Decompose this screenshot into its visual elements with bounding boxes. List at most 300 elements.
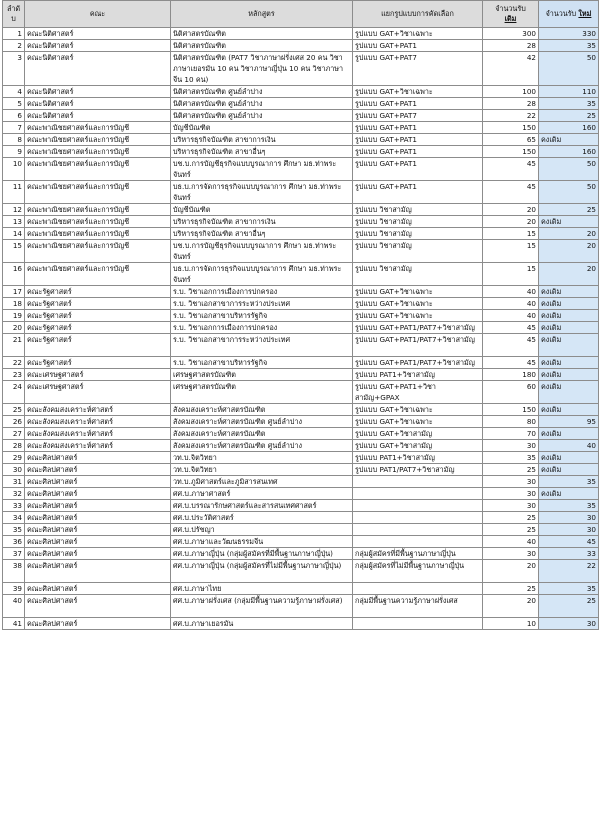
row-old-quota: 40 — [483, 286, 539, 298]
row-index: 23 — [3, 369, 25, 381]
row-index: 4 — [3, 86, 25, 98]
row-new-quota: คงเดิม — [539, 404, 599, 416]
row-program: ร.บ. วิชาเอกสาขาการระหว่างประเทศ — [171, 334, 353, 357]
row-new-quota: 35 — [539, 98, 599, 110]
row-faculty: คณะนิติศาสตร์ — [25, 52, 171, 86]
row-selection: รูปแบบ GAT+PAT1 — [353, 98, 483, 110]
table-row — [3, 404, 599, 416]
row-faculty: คณะศิลปศาสตร์ — [25, 536, 171, 548]
row-selection: รูปแบบ วิชาสามัญ — [353, 263, 483, 286]
row-index: 3 — [3, 52, 25, 86]
table-row — [3, 28, 599, 40]
row-program: ศศ.บ.ประวัติศาสตร์ — [171, 512, 353, 524]
row-new-quota: 20 — [539, 240, 599, 263]
row-old-quota: 80 — [483, 416, 539, 428]
row-old-quota: 25 — [483, 464, 539, 476]
row-old-quota: 100 — [483, 86, 539, 98]
table-body — [3, 28, 599, 630]
row-new-quota: คงเดิม — [539, 298, 599, 310]
row-selection — [353, 536, 483, 548]
row-index: 5 — [3, 98, 25, 110]
row-program: นิติศาสตรบัณฑิต ศูนย์ลำปาง — [171, 110, 353, 122]
table-row — [3, 158, 599, 181]
row-index: 10 — [3, 158, 25, 181]
row-faculty: คณะศิลปศาสตร์ — [25, 452, 171, 464]
row-index: 19 — [3, 310, 25, 322]
row-old-quota: 150 — [483, 146, 539, 158]
row-program: บธ.บ.การจัดการธุรกิจแบบบูรณาการ ศึกษา มธ.ท่าพระจันทร์ — [171, 263, 353, 286]
row-faculty: คณะศิลปศาสตร์ — [25, 595, 171, 618]
row-program: สังคมสงเคราะห์ศาสตรบัณฑิต ศูนย์ลำปาง — [171, 440, 353, 452]
row-old-quota: 60 — [483, 381, 539, 404]
row-old-quota: 10 — [483, 618, 539, 630]
table-row — [3, 110, 599, 122]
table-row — [3, 263, 599, 286]
row-faculty: คณะศิลปศาสตร์ — [25, 500, 171, 512]
row-new-quota: 50 — [539, 158, 599, 181]
row-new-quota: 22 — [539, 560, 599, 583]
row-old-quota: 40 — [483, 310, 539, 322]
row-selection: รูปแบบ GAT+วิชาเฉพาะ — [353, 310, 483, 322]
row-faculty: คณะศิลปศาสตร์ — [25, 464, 171, 476]
row-new-quota: คงเดิม — [539, 357, 599, 369]
row-selection: รูปแบบ PAT1+วิชาสามัญ — [353, 452, 483, 464]
row-new-quota: 50 — [539, 181, 599, 204]
row-index: 31 — [3, 476, 25, 488]
row-new-quota: 35 — [539, 40, 599, 52]
row-faculty: คณะเศรษฐศาสตร์ — [25, 369, 171, 381]
row-old-quota: 30 — [483, 548, 539, 560]
row-new-quota: 25 — [539, 204, 599, 216]
row-faculty: คณะพาณิชยศาสตร์และการบัญชี — [25, 181, 171, 204]
row-faculty: คณะพาณิชยศาสตร์และการบัญชี — [25, 263, 171, 286]
row-old-quota: 65 — [483, 134, 539, 146]
row-old-quota: 70 — [483, 428, 539, 440]
row-program: บริหารธุรกิจบัณฑิต สาขาการเงิน — [171, 134, 353, 146]
row-new-quota: คงเดิม — [539, 134, 599, 146]
row-new-quota: คงเดิม — [539, 369, 599, 381]
row-faculty: คณะสังคมสงเคราะห์ศาสตร์ — [25, 416, 171, 428]
row-selection: รูปแบบ GAT+วิชาเฉพาะ — [353, 28, 483, 40]
row-new-quota: คงเดิม — [539, 334, 599, 357]
header-new-quota — [539, 1, 599, 28]
row-index: 16 — [3, 263, 25, 286]
row-selection — [353, 524, 483, 536]
table-row — [3, 310, 599, 322]
row-faculty: คณะรัฐศาสตร์ — [25, 298, 171, 310]
table-row — [3, 134, 599, 146]
row-selection: รูปแบบ GAT+PAT1/PAT7+วิชาสามัญ — [353, 322, 483, 334]
row-new-quota: คงเดิม — [539, 310, 599, 322]
row-selection: กลุ่มผู้สมัครที่มีพื้นฐานภาษาญี่ปุ่น — [353, 548, 483, 560]
row-program: นิติศาสตรบัณฑิต — [171, 40, 353, 52]
row-new-quota: 30 — [539, 512, 599, 524]
row-program: ร.บ. วิชาเอกสาขาบริหารรัฐกิจ — [171, 310, 353, 322]
row-program: บริหารธุรกิจบัณฑิต สาขาอื่นๆ — [171, 228, 353, 240]
row-old-quota: 30 — [483, 476, 539, 488]
row-new-quota: 40 — [539, 440, 599, 452]
row-new-quota: คงเดิม — [539, 488, 599, 500]
row-selection: รูปแบบ GAT+PAT7 — [353, 110, 483, 122]
row-selection: รูปแบบ GAT+วิชาเฉพาะ — [353, 286, 483, 298]
row-program: ร.บ. วิชาเอกการเมืองการปกครอง — [171, 286, 353, 298]
table-row — [3, 240, 599, 263]
row-selection: รูปแบบ วิชาสามัญ — [353, 228, 483, 240]
row-index: 26 — [3, 416, 25, 428]
row-selection: กลุ่มผู้สมัครที่ไม่มีพื้นฐานภาษาญี่ปุ่น — [353, 560, 483, 583]
row-old-quota: 45 — [483, 181, 539, 204]
row-index: 41 — [3, 618, 25, 630]
row-program: วท.บ.จิตวิทยา — [171, 452, 353, 464]
table-row — [3, 98, 599, 110]
table-row — [3, 322, 599, 334]
row-index: 15 — [3, 240, 25, 263]
header-program: หลักสูตร — [171, 1, 353, 28]
row-new-quota: 35 — [539, 583, 599, 595]
row-faculty: คณะเศรษฐศาสตร์ — [25, 381, 171, 404]
row-program: วท.บ.ภูมิศาสตร์และภูมิสารสนเทศ — [171, 476, 353, 488]
row-faculty: คณะพาณิชยศาสตร์และการบัญชี — [25, 204, 171, 216]
row-index: 29 — [3, 452, 25, 464]
table-row — [3, 298, 599, 310]
row-selection: รูปแบบ GAT+PAT1 — [353, 134, 483, 146]
row-faculty: คณะพาณิชยศาสตร์และการบัญชี — [25, 146, 171, 158]
row-faculty: คณะศิลปศาสตร์ — [25, 583, 171, 595]
row-faculty: คณะรัฐศาสตร์ — [25, 310, 171, 322]
row-new-quota: 20 — [539, 263, 599, 286]
row-faculty: คณะพาณิชยศาสตร์และการบัญชี — [25, 122, 171, 134]
row-program: วท.บ.จิตวิทยา — [171, 464, 353, 476]
row-index: 13 — [3, 216, 25, 228]
table-row — [3, 146, 599, 158]
row-new-quota: 160 — [539, 146, 599, 158]
row-index: 12 — [3, 204, 25, 216]
row-selection: รูปแบบ GAT+PAT7 — [353, 52, 483, 86]
row-program: ร.บ. วิชาเอกการเมืองการปกครอง — [171, 322, 353, 334]
row-program: สังคมสงเคราะห์ศาสตรบัณฑิต ศูนย์ลำปาง — [171, 416, 353, 428]
row-program: บธ.บ.การจัดการธุรกิจแบบบูรณาการ ศึกษา มธ.ท่าพระจันทร์ — [171, 181, 353, 204]
row-new-quota: 25 — [539, 110, 599, 122]
row-index: 9 — [3, 146, 25, 158]
row-new-quota: 35 — [539, 500, 599, 512]
row-index: 30 — [3, 464, 25, 476]
row-old-quota: 300 — [483, 28, 539, 40]
header-new-quota-prefix: จำนวนรับ — [545, 9, 579, 18]
row-program: นิติศาสตรบัณฑิต ศูนย์ลำปาง — [171, 98, 353, 110]
row-old-quota: 15 — [483, 263, 539, 286]
row-index: 6 — [3, 110, 25, 122]
row-index: 24 — [3, 381, 25, 404]
row-old-quota: 28 — [483, 40, 539, 52]
row-faculty: คณะศิลปศาสตร์ — [25, 560, 171, 583]
row-faculty: คณะศิลปศาสตร์ — [25, 512, 171, 524]
row-new-quota: คงเดิม — [539, 381, 599, 404]
row-program: สังคมสงเคราะห์ศาสตรบัณฑิต — [171, 428, 353, 440]
row-faculty: คณะศิลปศาสตร์ — [25, 524, 171, 536]
row-program: ร.บ. วิชาเอกสาขาบริหารรัฐกิจ — [171, 357, 353, 369]
table-row — [3, 204, 599, 216]
row-new-quota: 30 — [539, 618, 599, 630]
row-faculty: คณะศิลปศาสตร์ — [25, 548, 171, 560]
row-old-quota: 15 — [483, 228, 539, 240]
row-program: ศศ.บ.ภาษาและวัฒนธรรมจีน — [171, 536, 353, 548]
row-index: 1 — [3, 28, 25, 40]
row-faculty: คณะนิติศาสตร์ — [25, 86, 171, 98]
table-row — [3, 40, 599, 52]
row-faculty: คณะสังคมสงเคราะห์ศาสตร์ — [25, 404, 171, 416]
row-old-quota: 22 — [483, 110, 539, 122]
table-row — [3, 452, 599, 464]
row-old-quota: 30 — [483, 500, 539, 512]
row-selection: รูปแบบ GAT+วิชาเฉพาะ — [353, 416, 483, 428]
row-selection — [353, 512, 483, 524]
row-new-quota: คงเดิม — [539, 286, 599, 298]
row-faculty: คณะศิลปศาสตร์ — [25, 488, 171, 500]
row-index: 11 — [3, 181, 25, 204]
row-old-quota: 25 — [483, 583, 539, 595]
row-old-quota: 15 — [483, 240, 539, 263]
table-row — [3, 334, 599, 357]
row-program: ศศ.บ.ภาษาเยอรมัน — [171, 618, 353, 630]
row-old-quota: 45 — [483, 334, 539, 357]
row-old-quota: 150 — [483, 404, 539, 416]
row-selection: รูปแบบ GAT+PAT1 — [353, 181, 483, 204]
row-selection: รูปแบบ GAT+วิชาเฉพาะ — [353, 298, 483, 310]
table-row — [3, 500, 599, 512]
table-row — [3, 369, 599, 381]
row-faculty: คณะศิลปศาสตร์ — [25, 618, 171, 630]
row-selection — [353, 583, 483, 595]
row-index: 7 — [3, 122, 25, 134]
table-row — [3, 286, 599, 298]
row-faculty: คณะพาณิชยศาสตร์และการบัญชี — [25, 216, 171, 228]
row-index: 32 — [3, 488, 25, 500]
row-index: 35 — [3, 524, 25, 536]
row-program: นิติศาสตรบัณฑิต ศูนย์ลำปาง — [171, 86, 353, 98]
table-row — [3, 548, 599, 560]
row-selection: รูปแบบ GAT+PAT1 — [353, 158, 483, 181]
row-index: 17 — [3, 286, 25, 298]
header-faculty: คณะ — [25, 1, 171, 28]
table-row — [3, 52, 599, 86]
row-old-quota: 180 — [483, 369, 539, 381]
row-old-quota: 20 — [483, 216, 539, 228]
row-old-quota: 42 — [483, 52, 539, 86]
table-row — [3, 122, 599, 134]
row-old-quota: 25 — [483, 524, 539, 536]
row-selection: รูปแบบ GAT+วิชาสามัญ — [353, 440, 483, 452]
row-faculty: คณะศิลปศาสตร์ — [25, 476, 171, 488]
row-selection: กลุ่มมีพื้นฐานความรู้ภาษาฝรั่งเศส — [353, 595, 483, 618]
row-new-quota: คงเดิม — [539, 452, 599, 464]
row-index: 36 — [3, 536, 25, 548]
row-faculty: คณะพาณิชยศาสตร์และการบัญชี — [25, 158, 171, 181]
row-new-quota: 330 — [539, 28, 599, 40]
row-new-quota: 45 — [539, 536, 599, 548]
row-faculty: คณะสังคมสงเคราะห์ศาสตร์ — [25, 440, 171, 452]
row-program: บริหารธุรกิจบัณฑิต สาขาการเงิน — [171, 216, 353, 228]
row-program: บัญชีบัณฑิต — [171, 122, 353, 134]
header-selection: แยกรูปแบบการคัดเลือก — [353, 1, 483, 28]
row-selection: รูปแบบ วิชาสามัญ — [353, 204, 483, 216]
table-row — [3, 583, 599, 595]
row-index: 28 — [3, 440, 25, 452]
table-row — [3, 560, 599, 583]
row-selection — [353, 500, 483, 512]
row-selection: รูปแบบ GAT+วิชาเฉพาะ — [353, 86, 483, 98]
row-faculty: คณะนิติศาสตร์ — [25, 40, 171, 52]
row-new-quota: 160 — [539, 122, 599, 134]
row-old-quota: 20 — [483, 204, 539, 216]
quota-table-container — [2, 0, 598, 630]
table-row — [3, 464, 599, 476]
row-program: ศศ.บ.ปรัชญา — [171, 524, 353, 536]
row-program: ศศ.บ.ภาษาญี่ปุ่น (กลุ่มผู้สมัครที่ไม่มีพื้นฐานภาษาญี่ปุ่น) — [171, 560, 353, 583]
row-selection: รูปแบบ วิชาสามัญ — [353, 216, 483, 228]
row-program: เศรษฐศาสตรบัณฑิต — [171, 369, 353, 381]
row-old-quota: 150 — [483, 122, 539, 134]
row-selection: รูปแบบ วิชาสามัญ — [353, 240, 483, 263]
row-program: ศศ.บ.บรรณารักษศาสตร์และสารสนเทศศาสตร์ — [171, 500, 353, 512]
row-new-quota: 33 — [539, 548, 599, 560]
table-row — [3, 357, 599, 369]
row-old-quota: 25 — [483, 512, 539, 524]
table-row — [3, 181, 599, 204]
row-program: ศศ.บ.ภาษาญี่ปุ่น (กลุ่มผู้สมัครที่มีพื้นฐานภาษาญี่ปุ่น) — [171, 548, 353, 560]
row-index: 27 — [3, 428, 25, 440]
row-old-quota: 28 — [483, 98, 539, 110]
row-old-quota: 45 — [483, 322, 539, 334]
row-faculty: คณะรัฐศาสตร์ — [25, 286, 171, 298]
row-index: 22 — [3, 357, 25, 369]
row-program: ศศ.บ.ภาษาฝรั่งเศส (กลุ่มมีพื้นฐานความรู้ภาษาฝรั่งเศส) — [171, 595, 353, 618]
row-index: 40 — [3, 595, 25, 618]
row-old-quota: 45 — [483, 357, 539, 369]
header-row — [3, 1, 599, 28]
row-program: ศศ.บ.ภาษาไทย — [171, 583, 353, 595]
header-old-quota-line2: เดิม — [504, 14, 517, 23]
table-row — [3, 428, 599, 440]
row-program: บริหารธุรกิจบัณฑิต สาขาอื่นๆ — [171, 146, 353, 158]
table-row — [3, 216, 599, 228]
row-index: 2 — [3, 40, 25, 52]
row-faculty: คณะพาณิชยศาสตร์และการบัญชี — [25, 134, 171, 146]
row-faculty: คณะรัฐศาสตร์ — [25, 334, 171, 357]
row-new-quota: 35 — [539, 476, 599, 488]
table-row — [3, 86, 599, 98]
row-selection: รูปแบบ GAT+วิชาสามัญ — [353, 428, 483, 440]
row-selection: รูปแบบ GAT+PAT1+วิชาสามัญ+GPAX — [353, 381, 483, 404]
row-index: 8 — [3, 134, 25, 146]
header-new-quota-emph: ใหม่ — [578, 9, 592, 18]
row-faculty: คณะนิติศาสตร์ — [25, 28, 171, 40]
row-program: นิติศาสตรบัณฑิต (PAT7 วิชาภาษาฝรั่งเศส 20 คน วิชาภาษาเยอรมัน 10 คน วิชาภาษาญี่ปุ่น 10 คน วิชาภาษาจีน 10 คน) — [171, 52, 353, 86]
table-row — [3, 595, 599, 618]
row-new-quota: 95 — [539, 416, 599, 428]
row-selection: รูปแบบ PAT1+วิชาสามัญ — [353, 369, 483, 381]
row-old-quota: 40 — [483, 298, 539, 310]
row-new-quota: 25 — [539, 595, 599, 618]
row-selection — [353, 476, 483, 488]
row-selection — [353, 488, 483, 500]
row-program: บช.บ.การบัญชีธุรกิจแบบบูรณาการ ศึกษา มธ.ท่าพระจันทร์ — [171, 240, 353, 263]
header-old-quota-line1: จำนวนรับ — [495, 4, 526, 13]
row-program: ร.บ. วิชาเอกสาขาการระหว่างประเทศ — [171, 298, 353, 310]
row-index: 34 — [3, 512, 25, 524]
table-row — [3, 512, 599, 524]
row-old-quota: 40 — [483, 536, 539, 548]
table-row — [3, 476, 599, 488]
row-new-quota: คงเดิม — [539, 322, 599, 334]
row-selection: รูปแบบ GAT+PAT1/PAT7+วิชาสามัญ — [353, 357, 483, 369]
row-index: 33 — [3, 500, 25, 512]
row-index: 20 — [3, 322, 25, 334]
table-row — [3, 381, 599, 404]
table-row — [3, 488, 599, 500]
row-index: 25 — [3, 404, 25, 416]
row-new-quota: คงเดิม — [539, 464, 599, 476]
table-row — [3, 228, 599, 240]
table-row — [3, 524, 599, 536]
row-selection: รูปแบบ GAT+PAT1 — [353, 122, 483, 134]
row-index: 14 — [3, 228, 25, 240]
row-index: 37 — [3, 548, 25, 560]
row-new-quota: 20 — [539, 228, 599, 240]
row-new-quota: คงเดิม — [539, 216, 599, 228]
row-index: 18 — [3, 298, 25, 310]
row-old-quota: 20 — [483, 595, 539, 618]
row-old-quota: 45 — [483, 158, 539, 181]
table-row — [3, 536, 599, 548]
row-faculty: คณะพาณิชยศาสตร์และการบัญชี — [25, 228, 171, 240]
row-program: บัญชีบัณฑิต — [171, 204, 353, 216]
row-faculty: คณะนิติศาสตร์ — [25, 110, 171, 122]
admission-quota-table — [2, 0, 599, 630]
table-row — [3, 618, 599, 630]
row-new-quota: 30 — [539, 524, 599, 536]
row-new-quota: คงเดิม — [539, 428, 599, 440]
row-program: บช.บ.การบัญชีธุรกิจแบบบูรณาการ ศึกษา มธ.ท่าพระจันทร์ — [171, 158, 353, 181]
row-faculty: คณะพาณิชยศาสตร์และการบัญชี — [25, 240, 171, 263]
row-new-quota: 110 — [539, 86, 599, 98]
row-selection: รูปแบบ GAT+PAT1/PAT7+วิชาสามัญ — [353, 334, 483, 357]
row-faculty: คณะรัฐศาสตร์ — [25, 322, 171, 334]
row-faculty: คณะสังคมสงเคราะห์ศาสตร์ — [25, 428, 171, 440]
row-index: 21 — [3, 334, 25, 357]
row-program: สังคมสงเคราะห์ศาสตรบัณฑิต — [171, 404, 353, 416]
table-row — [3, 416, 599, 428]
row-old-quota: 35 — [483, 452, 539, 464]
row-old-quota: 20 — [483, 560, 539, 583]
row-index: 39 — [3, 583, 25, 595]
row-program: นิติศาสตรบัณฑิต — [171, 28, 353, 40]
table-row — [3, 440, 599, 452]
header-old-quota — [483, 1, 539, 28]
row-selection: รูปแบบ GAT+PAT1 — [353, 40, 483, 52]
row-program: เศรษฐศาสตรบัณฑิต — [171, 381, 353, 404]
row-old-quota: 30 — [483, 488, 539, 500]
row-program: ศศ.บ.ภาษาศาสตร์ — [171, 488, 353, 500]
row-new-quota: 50 — [539, 52, 599, 86]
row-selection: รูปแบบ PAT1/PAT7+วิชาสามัญ — [353, 464, 483, 476]
header-index: ลำดับ — [3, 1, 25, 28]
row-selection — [353, 618, 483, 630]
row-faculty: คณะนิติศาสตร์ — [25, 98, 171, 110]
row-selection: รูปแบบ GAT+วิชาเฉพาะ — [353, 404, 483, 416]
row-faculty: คณะรัฐศาสตร์ — [25, 357, 171, 369]
row-old-quota: 30 — [483, 440, 539, 452]
row-index: 38 — [3, 560, 25, 583]
